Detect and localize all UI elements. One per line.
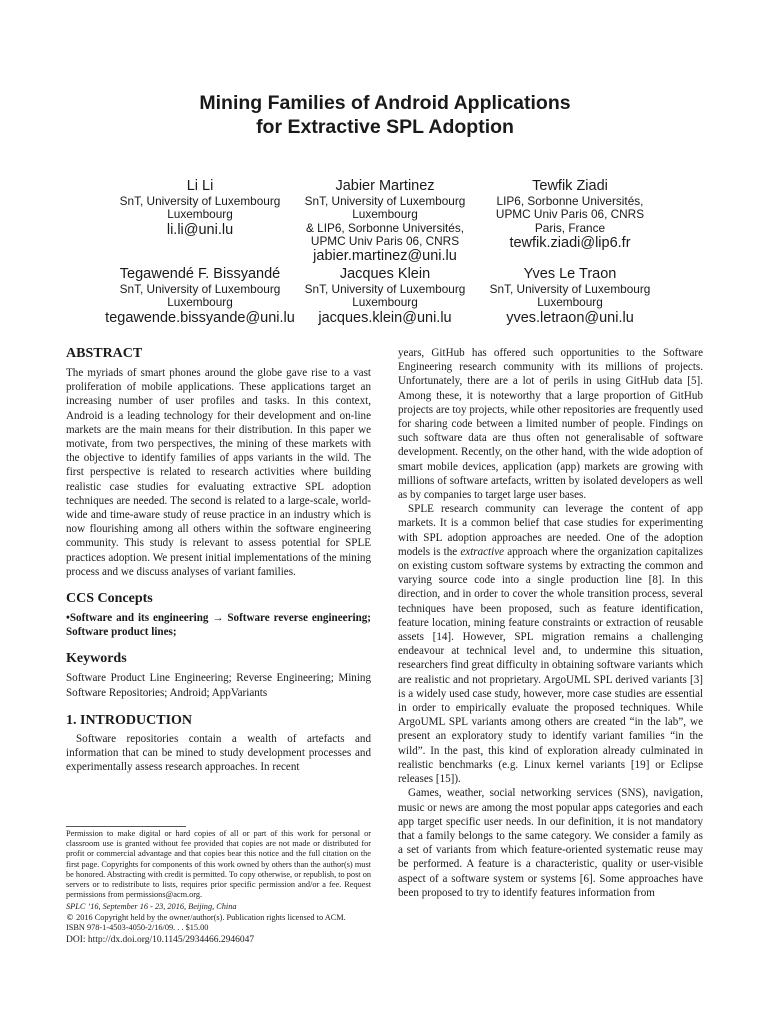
paragraph-text: SPLE research community can leverage the content of app markets. It is a common belief that case studies for experimenting with SPL adoption approaches are needed. One of the adoption models is the — [398, 503, 703, 558]
author-block — [105, 178, 295, 239]
author-affiliation: Luxembourg — [537, 295, 603, 310]
doi-line — [66, 935, 371, 945]
doi-link[interactable]: http://dx.doi.org/10.1145/2934466.2946047 — [87, 935, 255, 946]
copyright-line — [66, 913, 371, 923]
author-affiliation: SnT, University of Luxembourg — [119, 282, 281, 296]
abstract-text: The myriads of smart phones around the globe gave rise to a vast proliferation of mobile applications. These applications target an increasing number of user profiles and tasks. In this context, Android is a leading technology for their development and on-line markets are the main means for their distribution. In this paper we motivate, from two perspectives, the mining of these markets with the objective to identify families of apps variants in the wild. The first perspective is related to research activities where building realistic case studies for evaluating extractive SPL adoption techniques are needed. The second is related to a large-scale, world-wide and time-aware study of reuse practice in an industry which is now flourishing among all others within the software engineering community. This study is relevant to assess potential for SPLE practices adoption. We present initial implementations of the mining process and we discuss analyses of variant families. — [66, 367, 371, 578]
author-affiliation: UPMC Univ Paris 06, CNRS — [495, 207, 645, 222]
author-email[interactable]: jabier.martinez@uni.lu — [313, 248, 457, 265]
author-affiliation: Luxembourg — [167, 207, 233, 222]
author-email[interactable]: jacques.klein@uni.lu — [318, 309, 452, 326]
author-affiliation: Luxembourg — [352, 295, 418, 310]
author-affiliation: Paris, France — [534, 220, 606, 235]
author-name: Li Li — [186, 178, 214, 194]
isbn-line: ISBN 978-1-4503-4050-2/16/09. . . $15.00 — [66, 922, 209, 932]
introduction-paragraph — [398, 502, 703, 786]
right-column — [398, 346, 703, 900]
author-block — [290, 266, 480, 327]
paragraph-text: approach where the organization capitalizes on existing custom software systems by extracting the common and varying source code into a single production line [8]. In this direction, and in order to cover the whole transition process, several techniques have been proposed, such as feature identification, feature location, mining feature constraints or extraction of reusable assets [14]. However, SPL migration remains a challenging endeavour at technical level and, to undermine this situation, researchers find great difficulty in obtaining software variants which are realistic and not proprietary. ArgoUML SPL derived variants [3] is a widely used case study, however, more case studies are essential in order to empirically evaluate the proposed techniques. While ArgoUML SPL variants among others are created “in the lab”, we present an exploratory study to identify variant families “in the wild”. In the past, this kind of exploration already culminated in realistic benchmarks (e.g. Linux kernel variants [19] or Eclipse releases [15]). — [398, 545, 704, 786]
ccs-heading: CCS Concepts — [66, 591, 153, 607]
conference-info: SPLC ’16, September 16 - 23, 2016, Beijing, China — [66, 902, 237, 912]
emphasis-text: extractive — [460, 545, 505, 558]
introduction-heading: 1. INTRODUCTION — [66, 712, 193, 728]
author-affiliation: LIP6, Sorbonne Universités, — [496, 194, 644, 208]
author-block — [290, 178, 480, 265]
author-email[interactable]: tewfik.ziadi@lip6.fr — [509, 234, 631, 251]
ccs-concepts — [66, 611, 371, 639]
author-email[interactable]: li.li@uni.lu — [166, 221, 234, 238]
author-affiliation: & LIP6, Sorbonne Universités, — [305, 220, 465, 235]
ccs-item: Software and its engineering — [69, 612, 209, 625]
doi-label: DOI: — [66, 935, 86, 946]
author-name: Yves Le Traon — [523, 266, 617, 282]
author-affiliation: Luxembourg — [167, 295, 233, 310]
title-line-2: for Extractive SPL Adoption — [256, 116, 514, 138]
author-name: Tegawendé F. Bissyandé — [119, 266, 281, 282]
author-block — [475, 178, 665, 252]
ccs-bullet: • — [66, 612, 70, 625]
keywords-text: Software Product Line Engineering; Reverse Engineering; Mining Software Repositories; Android; AppVariants — [66, 672, 371, 699]
author-block — [100, 266, 300, 327]
left-column — [66, 345, 371, 774]
introduction-paragraph: Software repositories contain a wealth of artefacts and information that can be mined to study development processes and experimentally assess research approaches. In recent — [66, 732, 371, 774]
author-affiliation: Luxembourg — [352, 207, 418, 222]
author-affiliation: SnT, University of Luxembourg — [489, 282, 651, 296]
author-affiliation: SnT, University of Luxembourg — [119, 194, 281, 208]
author-name: Tewfik Ziadi — [532, 178, 608, 194]
copyright-icon: © — [66, 912, 74, 922]
author-affiliation: SnT, University of Luxembourg — [304, 282, 466, 296]
permission-text: Permission to make digital or hard copies of all or part of this work for personal or classroom use is granted without fee provided that copies are not made or distributed for profit or commercial advantage and that copies bear this notice and the full citation on the first page. Copyrights for components of this work owned by others than the author(s) must be honored. Abstracting with credit is permitted. To copy otherwise, or republish, to post on servers or to redistribute to lists, requires prior specific permission and/or a fee. Request permissions from permissions@acm.org. — [66, 829, 371, 900]
author-name: Jabier Martinez — [335, 178, 435, 194]
introduction-paragraph: years, GitHub has offered such opportunities to the Software Engineering research community with its millions of projects. Unfortunately, there are a lot of perils in using GitHub data [5]. Among these, it is noteworthy that a large proportion of GitHub projects are toy projects, while other repositories are frequently used for sharing code between a limited number of people. Findings on such software data are thus often not generalisable of software development. Recently, on the other hand, with the wide adoption of smart mobile devices, application (app) markets are growing with millions of software artefacts, written by isolated developers as well as by companies to target large user bases. — [398, 347, 703, 502]
keywords-heading: Keywords — [66, 651, 127, 667]
abstract-heading: ABSTRACT — [66, 346, 143, 361]
author-email[interactable]: tegawende.bissyande@uni.lu — [105, 309, 295, 326]
title-line-1: Mining Families of Android Applications — [199, 92, 571, 114]
author-affiliation: UPMC Univ Paris 06, CNRS — [310, 233, 460, 248]
author-name: Jacques Klein — [339, 266, 431, 282]
ccs-item: Software reverse engineering; Software product lines; — [66, 612, 371, 639]
copyright-text: 2016 Copyright held by the owner/author(s). Publication rights licensed to ACM. — [76, 912, 346, 922]
introduction-paragraph: Games, weather, social networking services (SNS), navigation, music or news are among the most popular apps categories and each app target specific user needs. In our definition, it is not mandatory that a family belongs to the same category. We consider a family as a set of variants from which feature-oriented systematic reuse may be performed. A feature is a characteristic, quality or user-visible aspect of a software system or systems [6]. Some approaches have been proposed to try to identify features information from — [398, 787, 703, 899]
arrow-icon: → — [212, 612, 224, 625]
author-block — [475, 266, 665, 327]
footnote-divider — [66, 826, 186, 827]
paper-title — [0, 91, 770, 139]
permission-footnote — [66, 829, 371, 945]
author-affiliation: SnT, University of Luxembourg — [304, 194, 466, 208]
author-email[interactable]: yves.letraon@uni.lu — [506, 309, 634, 326]
